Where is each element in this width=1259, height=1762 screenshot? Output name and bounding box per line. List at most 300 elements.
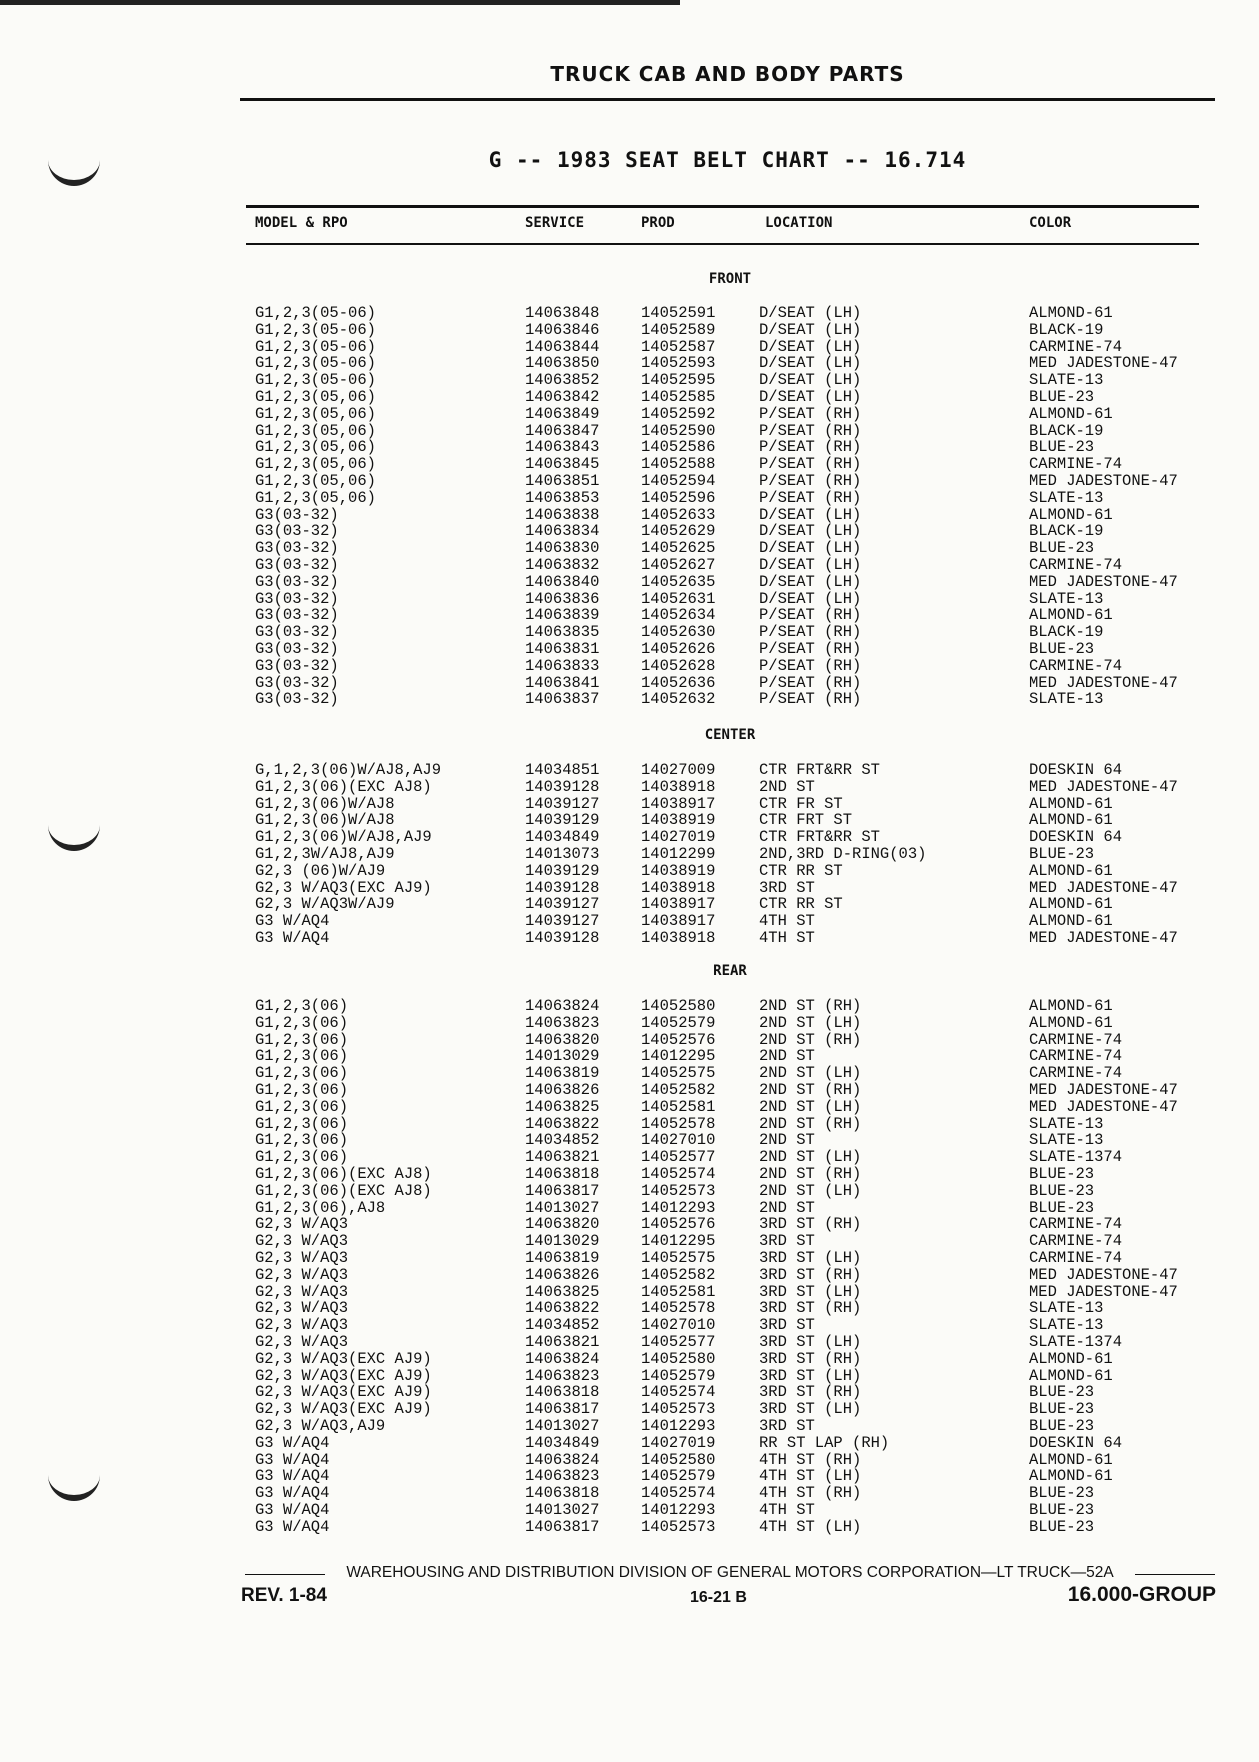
cell-service: 14063818	[525, 1484, 600, 1503]
cell-service: 14034852	[525, 1316, 600, 1335]
cell-color: ALMOND-61	[1029, 606, 1113, 625]
cell-color: SLATE-13	[1029, 488, 1104, 507]
table-row	[0, 305, 1259, 322]
cell-model: G2,3 W/AQ3(EXC AJ9)	[255, 1400, 432, 1419]
cell-service: 14063824	[525, 1450, 600, 1469]
cell-location: D/SEAT (LH)	[759, 572, 862, 591]
cell-location: CTR RR ST	[759, 895, 843, 914]
cell-color: CARMINE-74	[1029, 1232, 1123, 1251]
cell-prod: 14052579	[641, 1467, 716, 1486]
cell-service: 14039128	[525, 878, 600, 897]
cell-location: D/SEAT (LH)	[759, 320, 862, 339]
cell-color: CARMINE-74	[1029, 1047, 1123, 1066]
cell-prod: 14038919	[641, 811, 716, 830]
cell-location: 4TH ST (LH)	[759, 1467, 862, 1486]
cell-location: P/SEAT (RH)	[759, 673, 862, 692]
table-row	[0, 473, 1259, 490]
cell-prod: 14012299	[641, 844, 716, 863]
cell-model: G2,3 W/AQ3	[255, 1215, 349, 1234]
cell-prod: 14012293	[641, 1500, 716, 1519]
cell-model: G1,2,3(06)	[255, 997, 349, 1015]
cell-prod: 14052586	[641, 438, 716, 457]
cell-color: BLACK-19	[1029, 320, 1104, 339]
cell-location: P/SEAT (RH)	[759, 690, 862, 709]
cell-prod: 14052628	[641, 656, 716, 675]
cell-prod: 14052574	[641, 1383, 716, 1402]
cell-location: 3RD ST	[759, 1316, 815, 1335]
cell-service: 14034852	[525, 1131, 600, 1150]
cell-location: P/SEAT (RH)	[759, 656, 862, 675]
table-row	[0, 1132, 1259, 1149]
cell-model: G2,3 W/AQ3(EXC AJ9)	[255, 878, 432, 897]
cell-service: 14063837	[525, 690, 600, 709]
col-header-location: LOCATION	[765, 215, 833, 231]
cell-prod: 14038917	[641, 895, 716, 914]
cell-prod: 14038917	[641, 794, 716, 813]
table-row	[0, 490, 1259, 507]
table-row	[0, 1048, 1259, 1065]
cell-location: 3RD ST	[759, 1416, 815, 1435]
cell-service: 14039127	[525, 895, 600, 914]
cell-service: 14063832	[525, 555, 600, 574]
cell-location: 2ND ST (LH)	[759, 1148, 862, 1167]
cell-service: 14063819	[525, 1248, 600, 1267]
cell-model: G1,2,3(05-06)	[255, 320, 376, 339]
cell-service: 14063843	[525, 438, 600, 457]
cell-model: G3 W/AQ4	[255, 1450, 330, 1469]
table-row	[0, 779, 1259, 796]
cell-prod: 14052582	[641, 1265, 716, 1284]
cell-color: CARMINE-74	[1029, 337, 1123, 356]
cell-color: ALMOND-61	[1029, 1467, 1113, 1486]
table-row	[0, 762, 1259, 779]
cell-service: 14039129	[525, 811, 600, 830]
cell-service: 14063836	[525, 589, 600, 608]
cell-color: MED JADESTONE-47	[1029, 572, 1178, 591]
col-header-prod: PROD	[641, 215, 675, 231]
cell-location: 3RD ST (RH)	[759, 1349, 862, 1368]
cell-color: BLUE-23	[1029, 639, 1095, 658]
table-row	[0, 812, 1259, 829]
cell-location: 4TH ST	[759, 912, 815, 931]
cell-location: 2ND ST (LH)	[759, 1013, 862, 1032]
cell-model: G1,2,3(06)W/AJ8,AJ9	[255, 828, 432, 847]
cell-model: G3(03-32)	[255, 639, 339, 658]
cell-location: D/SEAT (LH)	[759, 589, 862, 608]
cell-service: 14063835	[525, 623, 600, 642]
cell-model: G1,2,3(05,06)	[255, 438, 376, 457]
cell-location: 3RD ST (LH)	[759, 1400, 862, 1419]
cell-prod: 14052581	[641, 1282, 716, 1301]
cell-service: 14063849	[525, 404, 600, 423]
cell-service: 14063838	[525, 505, 600, 524]
cell-model: G2,3 W/AQ3	[255, 1299, 349, 1318]
cell-prod: 14027019	[641, 828, 716, 847]
cell-model: G3 W/AQ4	[255, 1433, 330, 1452]
table-row	[0, 1032, 1259, 1049]
table-row	[0, 355, 1259, 372]
cell-model: G3(03-32)	[255, 522, 339, 541]
col-header-service: SERVICE	[525, 215, 585, 231]
table-row	[0, 1418, 1259, 1435]
cell-color: ALMOND-61	[1029, 1013, 1113, 1032]
cell-model: G3(03-32)	[255, 690, 339, 709]
cell-service: 14039129	[525, 861, 600, 880]
table-row	[0, 1452, 1259, 1469]
table-row	[0, 880, 1259, 897]
table-row	[0, 439, 1259, 456]
cell-service: 14063823	[525, 1013, 600, 1032]
table-row	[0, 1099, 1259, 1116]
table-row	[0, 1300, 1259, 1317]
cell-service: 14063833	[525, 656, 600, 675]
cell-color: BLUE-23	[1029, 539, 1095, 558]
cell-service: 14063839	[525, 606, 600, 625]
cell-service: 14013027	[525, 1198, 600, 1217]
cell-model: G2,3 W/AQ3W/AJ9	[255, 895, 395, 914]
table-row	[0, 1082, 1259, 1099]
table-row	[0, 322, 1259, 339]
cell-service: 14063822	[525, 1299, 600, 1318]
table-row	[0, 1317, 1259, 1334]
cell-color: ALMOND-61	[1029, 1349, 1113, 1368]
cell-model: G2,3 (06)W/AJ9	[255, 861, 386, 880]
cell-service: 14063817	[525, 1181, 600, 1200]
cell-model: G1,2,3W/AJ8,AJ9	[255, 844, 395, 863]
cell-model: G1,2,3(06)	[255, 1047, 349, 1066]
cell-model: G1,2,3(06)W/AJ8	[255, 811, 395, 830]
cell-prod: 14052585	[641, 387, 716, 406]
cell-prod: 14038917	[641, 912, 716, 931]
cell-location: 2ND ST (RH)	[759, 1164, 862, 1183]
cell-color: SLATE-13	[1029, 690, 1104, 709]
cell-model: G3 W/AQ4	[255, 1517, 330, 1536]
table-row	[0, 456, 1259, 473]
cell-prod: 14052576	[641, 1215, 716, 1234]
cell-location: CTR FRT&RR ST	[759, 761, 880, 779]
cell-prod: 14052594	[641, 471, 716, 490]
cell-location: P/SEAT (RH)	[759, 438, 862, 457]
cell-prod: 14052574	[641, 1484, 716, 1503]
cell-color: BLUE-23	[1029, 844, 1095, 863]
cell-service: 14063834	[525, 522, 600, 541]
table-row	[0, 1435, 1259, 1452]
cell-model: G1,2,3(06)	[255, 1148, 349, 1167]
cell-model: G2,3 W/AQ3	[255, 1316, 349, 1335]
cell-color: MED JADESTONE-47	[1029, 1080, 1178, 1099]
cell-prod: 14052631	[641, 589, 716, 608]
cell-model: G3(03-32)	[255, 539, 339, 558]
cell-model: G3(03-32)	[255, 589, 339, 608]
cell-prod: 14052626	[641, 639, 716, 658]
cell-color: SLATE-1374	[1029, 1332, 1123, 1351]
table-row	[0, 591, 1259, 608]
table-row	[0, 1468, 1259, 1485]
section-label-rear: REAR	[713, 963, 747, 979]
cell-prod: 14038918	[641, 928, 716, 947]
cell-color: CARMINE-74	[1029, 555, 1123, 574]
table-row	[0, 1384, 1259, 1401]
cell-service: 14063824	[525, 997, 600, 1015]
cell-prod: 14052579	[641, 1366, 716, 1385]
table-row	[0, 1015, 1259, 1032]
cell-color: SLATE-13	[1029, 1299, 1104, 1318]
cell-model: G3 W/AQ4	[255, 1500, 330, 1519]
cell-service: 14063844	[525, 337, 600, 356]
cell-model: G1,2,3(06)	[255, 1097, 349, 1116]
cell-location: D/SEAT (LH)	[759, 522, 862, 541]
cell-model: G3(03-32)	[255, 555, 339, 574]
cell-model: G2,3 W/AQ3(EXC AJ9)	[255, 1366, 432, 1385]
cell-color: MED JADESTONE-47	[1029, 878, 1178, 897]
cell-prod: 14052581	[641, 1097, 716, 1116]
cell-location: 2ND ST	[759, 1131, 815, 1150]
cell-location: CTR RR ST	[759, 861, 843, 880]
cell-color: MED JADESTONE-47	[1029, 1265, 1178, 1284]
cell-service: 14063853	[525, 488, 600, 507]
cell-location: D/SEAT (LH)	[759, 505, 862, 524]
cell-color: DOESKIN 64	[1029, 828, 1123, 847]
cell-service: 14063817	[525, 1400, 600, 1419]
cell-location: D/SEAT (LH)	[759, 337, 862, 356]
cell-prod: 14012293	[641, 1416, 716, 1435]
cell-color: ALMOND-61	[1029, 912, 1113, 931]
cell-model: G1,2,3(06)W/AJ8	[255, 794, 395, 813]
cell-prod: 14052580	[641, 997, 716, 1015]
cell-model: G3(03-32)	[255, 505, 339, 524]
cell-location: 3RD ST (LH)	[759, 1248, 862, 1267]
table-row	[0, 1368, 1259, 1385]
cell-model: G3(03-32)	[255, 606, 339, 625]
cell-location: 4TH ST (RH)	[759, 1450, 862, 1469]
cell-color: CARMINE-74	[1029, 1064, 1123, 1083]
header-rule	[240, 98, 1215, 101]
cell-color: MED JADESTONE-47	[1029, 1282, 1178, 1301]
cell-service: 14063823	[525, 1366, 600, 1385]
cell-prod: 14052590	[641, 421, 716, 440]
cell-location: 2ND ST (RH)	[759, 1080, 862, 1099]
section-label-center: CENTER	[704, 727, 756, 743]
table-row	[0, 1216, 1259, 1233]
cell-color: BLUE-23	[1029, 387, 1095, 406]
cell-service: 14063818	[525, 1164, 600, 1183]
cell-color: ALMOND-61	[1029, 861, 1113, 880]
cell-color: MED JADESTONE-47	[1029, 471, 1178, 490]
cell-service: 14063845	[525, 455, 600, 474]
table-row	[0, 1200, 1259, 1217]
cell-color: BLUE-23	[1029, 1500, 1095, 1519]
table-row	[0, 423, 1259, 440]
cell-color: BLUE-23	[1029, 1400, 1095, 1419]
cell-service: 14063825	[525, 1097, 600, 1116]
cell-location: 3RD ST	[759, 878, 815, 897]
cell-location: RR ST LAP (RH)	[759, 1433, 890, 1452]
cell-service: 14039128	[525, 777, 600, 796]
cell-prod: 14027009	[641, 761, 716, 779]
cell-color: BLUE-23	[1029, 1416, 1095, 1435]
cell-model: G1,2,3(06)(EXC AJ8)	[255, 1181, 432, 1200]
cell-model: G2,3 W/AQ3	[255, 1248, 349, 1267]
cell-prod: 14052589	[641, 320, 716, 339]
cell-service: 14063820	[525, 1215, 600, 1234]
cell-prod: 14052573	[641, 1400, 716, 1419]
cell-location: 2ND ST	[759, 1198, 815, 1217]
cell-model: G3(03-32)	[255, 572, 339, 591]
cell-service: 14063852	[525, 371, 600, 390]
cell-service: 14063840	[525, 572, 600, 591]
cell-color: BLUE-23	[1029, 1383, 1095, 1402]
cell-model: G1,2,3(06)	[255, 1030, 349, 1049]
cell-location: 4TH ST	[759, 928, 815, 947]
cell-model: G1,2,3(06)	[255, 1114, 349, 1133]
table-row	[0, 1233, 1259, 1250]
cell-service: 14063846	[525, 320, 600, 339]
table-row	[0, 863, 1259, 880]
cell-location: 3RD ST (LH)	[759, 1332, 862, 1351]
cell-model: G1,2,3(05,06)	[255, 404, 376, 423]
cell-prod: 14052582	[641, 1080, 716, 1099]
cell-location: 2ND ST (RH)	[759, 1030, 862, 1049]
cell-color: CARMINE-74	[1029, 1215, 1123, 1234]
cell-service: 14063851	[525, 471, 600, 490]
cell-service: 14063820	[525, 1030, 600, 1049]
cell-location: 3RD ST (LH)	[759, 1282, 862, 1301]
cell-prod: 14052592	[641, 404, 716, 423]
table-row	[0, 829, 1259, 846]
table-row	[0, 523, 1259, 540]
cell-prod: 14052576	[641, 1030, 716, 1049]
cell-model: G1,2,3(06)	[255, 1131, 349, 1150]
cell-location: 2ND ST (LH)	[759, 1064, 862, 1083]
cell-prod: 14027019	[641, 1433, 716, 1452]
cell-color: MED JADESTONE-47	[1029, 777, 1178, 796]
cell-location: 3RD ST (RH)	[759, 1299, 862, 1318]
cell-color: BLUE-23	[1029, 1164, 1095, 1183]
table-row	[0, 1267, 1259, 1284]
cell-model: G3 W/AQ4	[255, 1467, 330, 1486]
cell-prod: 14052625	[641, 539, 716, 558]
cell-service: 14063822	[525, 1114, 600, 1133]
cell-service: 14063824	[525, 1349, 600, 1368]
cell-prod: 14052573	[641, 1517, 716, 1536]
cell-color: ALMOND-61	[1029, 895, 1113, 914]
table-top-rule	[246, 205, 1199, 208]
cell-service: 14063821	[525, 1148, 600, 1167]
cell-prod: 14052580	[641, 1450, 716, 1469]
cell-service: 14063821	[525, 1332, 600, 1351]
cell-location: P/SEAT (RH)	[759, 471, 862, 490]
cell-model: G1,2,3(06)	[255, 1080, 349, 1099]
cell-prod: 14012295	[641, 1232, 716, 1251]
cell-prod: 14052575	[641, 1064, 716, 1083]
cell-prod: 14038919	[641, 861, 716, 880]
cell-model: G1,2,3(06)(EXC AJ8)	[255, 777, 432, 796]
col-header-color: COLOR	[1029, 215, 1072, 231]
cell-service: 14063850	[525, 354, 600, 373]
cell-color: SLATE-13	[1029, 589, 1104, 608]
cell-color: CARMINE-74	[1029, 455, 1123, 474]
cell-color: MED JADESTONE-47	[1029, 928, 1178, 947]
cell-location: D/SEAT (LH)	[759, 555, 862, 574]
cell-model: G2,3 W/AQ3(EXC AJ9)	[255, 1349, 432, 1368]
cell-color: SLATE-13	[1029, 1316, 1104, 1335]
table-row	[0, 641, 1259, 658]
page-header: TRUCK CAB AND BODY PARTS	[550, 62, 905, 86]
table-row	[0, 1485, 1259, 1502]
table-row	[0, 1116, 1259, 1133]
table-row	[0, 1284, 1259, 1301]
table-row	[0, 1166, 1259, 1183]
section-rows-front	[0, 305, 1259, 708]
cell-location: P/SEAT (RH)	[759, 421, 862, 440]
footer-page-number: 16-21 B	[690, 1589, 747, 1606]
cell-model: G1,2,3(05-06)	[255, 354, 376, 373]
cell-model: G1,2,3(06)	[255, 1064, 349, 1083]
cell-color: CARMINE-74	[1029, 656, 1123, 675]
cell-location: CTR FRT&RR ST	[759, 828, 880, 847]
cell-prod: 14052577	[641, 1148, 716, 1167]
cell-color: MED JADESTONE-47	[1029, 673, 1178, 692]
table-row	[0, 846, 1259, 863]
cell-location: P/SEAT (RH)	[759, 623, 862, 642]
cell-color: ALMOND-61	[1029, 304, 1113, 322]
cell-prod: 14052577	[641, 1332, 716, 1351]
chart-title: G -- 1983 SEAT BELT CHART -- 16.714	[488, 148, 967, 172]
cell-prod: 14052634	[641, 606, 716, 625]
cell-location: 3RD ST	[759, 1232, 815, 1251]
table-row	[0, 930, 1259, 947]
cell-location: 2ND ST (RH)	[759, 997, 862, 1015]
cell-model: G3(03-32)	[255, 623, 339, 642]
cell-model: G1,2,3(05,06)	[255, 488, 376, 507]
cell-prod: 14052591	[641, 304, 716, 322]
cell-prod: 14052575	[641, 1248, 716, 1267]
cell-location: 4TH ST (LH)	[759, 1517, 862, 1536]
cell-color: BLUE-23	[1029, 1181, 1095, 1200]
table-row	[0, 691, 1259, 708]
cell-model: G1,2,3(06)(EXC AJ8)	[255, 1164, 432, 1183]
table-row	[0, 658, 1259, 675]
cell-color: SLATE-13	[1029, 1131, 1104, 1150]
cell-color: ALMOND-61	[1029, 1450, 1113, 1469]
table-row	[0, 507, 1259, 524]
cell-service: 14034849	[525, 828, 600, 847]
cell-location: D/SEAT (LH)	[759, 539, 862, 558]
cell-model: G1,2,3(06)	[255, 1013, 349, 1032]
cell-prod: 14052636	[641, 673, 716, 692]
footer-distribution-line: WAREHOUSING AND DISTRIBUTION DIVISION OF GENERAL MOTORS CORPORATION—LT TRUCK—52A	[346, 1564, 1114, 1581]
cell-location: D/SEAT (LH)	[759, 304, 862, 322]
cell-prod: 14052579	[641, 1013, 716, 1032]
cell-color: ALMOND-61	[1029, 811, 1113, 830]
cell-location: P/SEAT (RH)	[759, 404, 862, 423]
table-row	[0, 1250, 1259, 1267]
cell-color: ALMOND-61	[1029, 505, 1113, 524]
cell-service: 14034849	[525, 1433, 600, 1452]
table-row	[0, 1351, 1259, 1368]
cell-location: 2ND ST	[759, 777, 815, 796]
cell-prod: 14052578	[641, 1299, 716, 1318]
cell-model: G3 W/AQ4	[255, 912, 330, 931]
cell-color: SLATE-13	[1029, 371, 1104, 390]
cell-service: 14039128	[525, 928, 600, 947]
cell-model: G3(03-32)	[255, 673, 339, 692]
cell-model: G1,2,3(05,06)	[255, 471, 376, 490]
cell-color: BLUE-23	[1029, 1517, 1095, 1536]
scan-top-edge	[0, 0, 680, 5]
cell-color: SLATE-13	[1029, 1114, 1104, 1133]
cell-color: BLUE-23	[1029, 1198, 1095, 1217]
